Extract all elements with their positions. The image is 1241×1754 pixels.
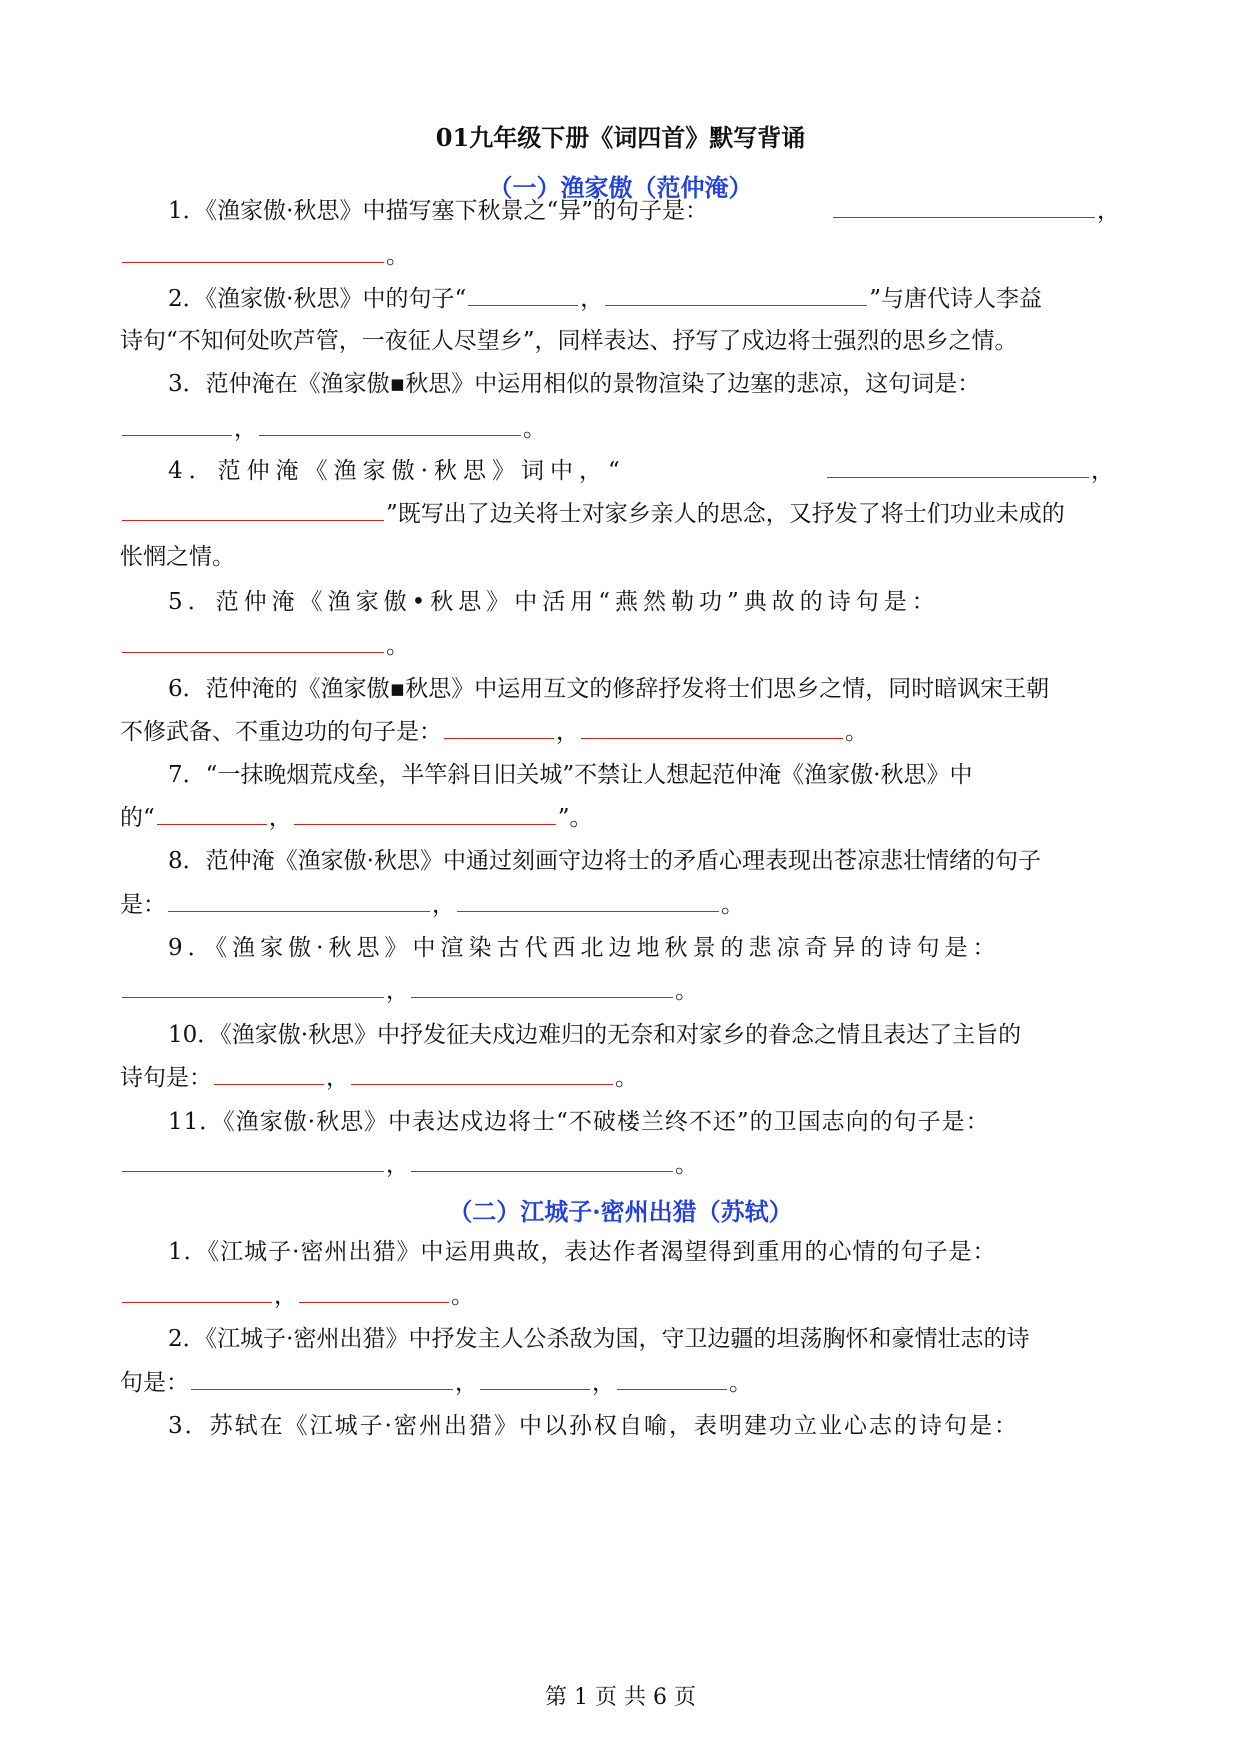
answer-blank[interactable] (122, 498, 384, 521)
question-8-line-2: 是： ， 。 (120, 889, 1120, 921)
question-3-line-2: ， 。 (120, 413, 1120, 445)
s2-question-2-line-1: 2．《江城子·密州出猎》中抒发主人公杀敌为国，守卫边疆的坦荡胸怀和豪情壮志的诗 (168, 1326, 1030, 1352)
question-1-line-2: 。 (120, 240, 1120, 272)
question-9-line-2: ， 。 (120, 975, 1120, 1007)
answer-blank[interactable] (444, 716, 554, 739)
question-11-line-2: ， 。 (120, 1149, 1120, 1181)
answer-blank[interactable] (294, 802, 556, 825)
question-10-line-1: 10．《渔家傲·秋思》中抒发征夫戍边难归的无奈和对家乡的眷念之情且表达了主旨的 (168, 1022, 1022, 1048)
section-heading-2: （二）江城子·密州出猎（苏轼） (448, 1197, 793, 1226)
answer-blank[interactable] (468, 283, 578, 306)
question-4-line-2: ”既写出了边关将士对家乡亲人的思念，又抒发了将士们功业未成的 (120, 498, 1120, 530)
answer-blank[interactable] (122, 240, 384, 263)
answer-blank[interactable] (480, 1367, 590, 1390)
answer-blank[interactable] (122, 413, 232, 436)
section-heading-1: （一）渔家傲（范仲淹） (488, 173, 753, 202)
s2-question-2-line-2: 句是： ， ， 。 (120, 1367, 1120, 1399)
question-5-line-1: 5．范仲淹《渔家傲•秋思》中活用“燕然勒功”典故的诗句是： (168, 589, 940, 615)
answer-blank[interactable] (411, 975, 673, 998)
question-3-line-1: 3．范仲淹在《渔家傲▪秋思》中运用相似的景物渲染了边塞的悲凉，这句词是： (168, 371, 981, 397)
answer-blank[interactable] (605, 283, 867, 306)
answer-blank[interactable] (157, 802, 267, 825)
answer-blank[interactable] (581, 716, 843, 739)
answer-blank[interactable] (168, 889, 430, 912)
answer-blank[interactable] (411, 1149, 673, 1172)
question-8-line-1: 8．范仲淹《渔家傲·秋思》中通过刻画守边将士的矛盾心理表现出苍凉悲壮情绪的句子 (168, 848, 1041, 874)
question-10-line-2: 诗句是： ， 。 (120, 1062, 1120, 1094)
answer-blank[interactable] (214, 1062, 324, 1085)
page-title: 01九年级下册《词四首》默写背诵 (435, 123, 806, 152)
s2-question-1-line-2: ， 。 (120, 1280, 1120, 1312)
question-2-line-2: 诗句“不知何处吹芦管，一夜征人尽望乡”，同样表达、抒写了戍边将士强烈的思乡之情。 (120, 328, 1018, 354)
question-4-line-1: 4．范仲淹《渔家傲·秋思》词中，“ ， (168, 455, 1120, 487)
answer-blank[interactable] (191, 1367, 453, 1390)
question-4-line-3: 怅惘之情。 (120, 544, 235, 570)
answer-blank[interactable] (122, 630, 384, 653)
answer-blank[interactable] (457, 889, 719, 912)
answer-blank[interactable] (617, 1367, 727, 1390)
answer-blank[interactable] (122, 975, 384, 998)
question-7-line-1: 7．“一抹晚烟荒戍垒，半竿斜日旧关城”不禁让人想起范仲淹《渔家傲·秋思》中 (168, 762, 973, 788)
answer-blank[interactable] (833, 195, 1095, 218)
question-9-line-1: 9．《渔家傲·秋思》中渲染古代西北边地秋景的悲凉奇异的诗句是： (168, 935, 1001, 961)
answer-blank[interactable] (299, 1280, 449, 1303)
answer-blank[interactable] (259, 413, 521, 436)
s2-question-1-line-1: 1．《江城子·密州出猎》中运用典故，表达作者渴望得到重用的心情的句子是： (168, 1239, 997, 1265)
question-2-line-1: 2．《渔家傲·秋思》中的句子“ ， ”与唐代诗人李益 (168, 283, 1120, 315)
question-1-line-1: 1．《渔家傲·秋思》中描写塞下秋景之“异”的句子是： ， (168, 195, 1120, 227)
question-7-line-2: 的“ ， ”。 (120, 802, 1120, 834)
answer-blank[interactable] (122, 1280, 272, 1303)
question-6-line-1: 6．范仲淹的《渔家傲▪秋思》中运用互文的修辞抒发将士们思乡之情，同时暗讽宋王朝 (168, 676, 1050, 702)
answer-blank[interactable] (351, 1062, 613, 1085)
s2-question-3-line-1: 3．苏轼在《江城子·密州出猎》中以孙权自喻，表明建功立业心志的诗句是： (168, 1413, 1019, 1439)
question-5-line-2: 。 (120, 630, 1120, 662)
question-6-line-2: 不修武备、不重边功的句子是： ， 。 (120, 716, 1120, 748)
answer-blank[interactable] (827, 455, 1089, 478)
answer-blank[interactable] (122, 1149, 384, 1172)
page-footer: 第 1 页 共 6 页 (545, 1685, 696, 1710)
question-11-line-1: 11．《渔家傲·秋思》中表达戍边将士“不破楼兰终不还”的卫国志向的句子是： (168, 1109, 990, 1135)
